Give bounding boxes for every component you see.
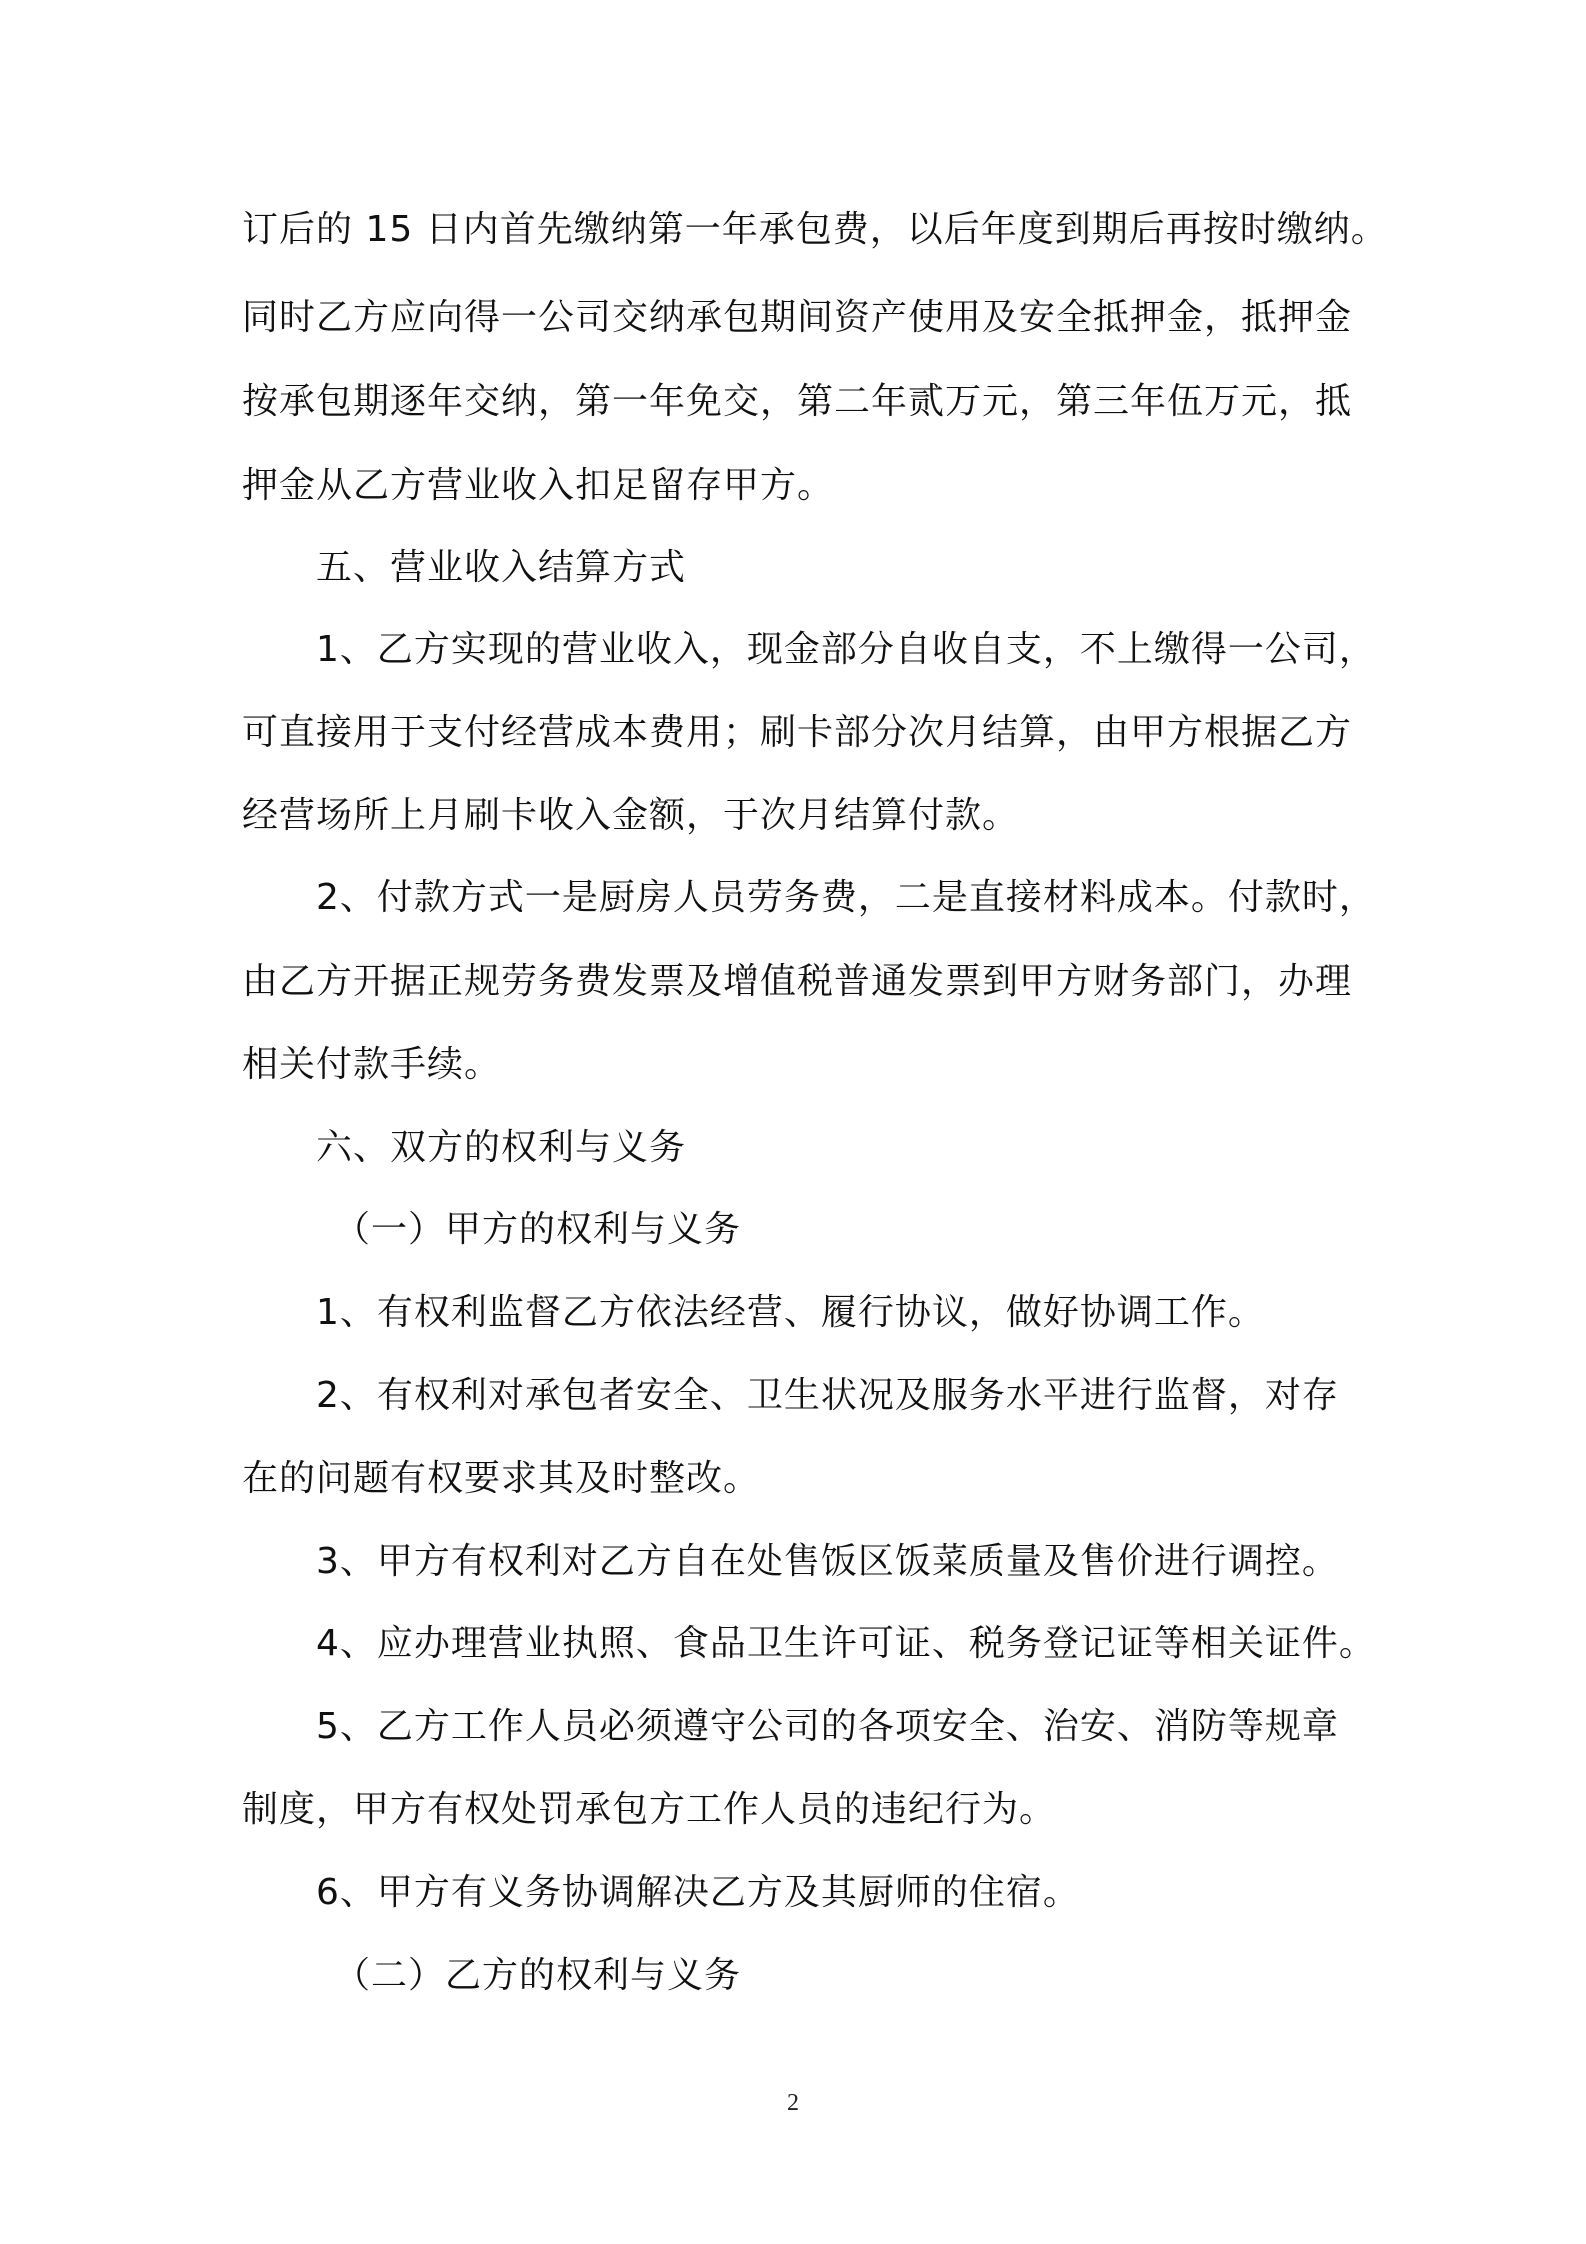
subsection-heading: （二）乙方的权利与义务 <box>334 1955 742 1996</box>
page-number: 2 <box>787 2090 799 2116</box>
text-line: 2、有权利对承包者安全、卫生状况及服务水平进行监督，对存 <box>316 1375 1339 1416</box>
subsection-heading: （一）甲方的权利与义务 <box>334 1209 742 1250</box>
section-heading: 五、营业收入结算方式 <box>316 547 687 588</box>
text-line: 制度，甲方有权处罚承包方工作人员的违纪行为。 <box>242 1789 1057 1830</box>
text-line: 押金从乙方营业收入扣足留存甲方。 <box>242 465 835 506</box>
text-line: 2、付款方式一是厨房人员劳务费，二是直接材料成本。付款时， <box>316 877 1376 918</box>
text-line: 6、甲方有义务协调解决乙方及其厨师的住宿。 <box>316 1872 1080 1913</box>
text-line: 订后的 15 日内首先缴纳第一年承包费，以后年度到期后再按时缴纳。 <box>242 209 1388 250</box>
text-line: 4、应办理营业执照、食品卫生许可证、税务登记证等相关证件。 <box>316 1623 1376 1664</box>
text-line: 相关付款手续。 <box>242 1044 502 1085</box>
text-line: 由乙方开据正规劳务费发票及增值税普通发票到甲方财务部门，办理 <box>242 961 1353 1002</box>
text-line: 经营场所上月刷卡收入金额，于次月结算付款。 <box>242 795 1020 836</box>
text-line: 1、乙方实现的营业收入，现金部分自收自支，不上缴得一公司， <box>316 629 1376 670</box>
section-heading: 六、双方的权利与义务 <box>316 1127 687 1168</box>
text-line: 在的问题有权要求其及时整改。 <box>242 1458 761 1499</box>
text-line: 3、甲方有权利对乙方自在处售饭区饭菜质量及售价进行调控。 <box>316 1541 1339 1582</box>
text-line: 按承包期逐年交纳，第一年免交，第二年贰万元，第三年伍万元，抵 <box>242 381 1353 422</box>
text-line: 5、乙方工作人员必须遵守公司的各项安全、治安、消防等规章 <box>316 1706 1339 1747</box>
text-line: 1、有权利监督乙方依法经营、履行协议，做好协调工作。 <box>316 1292 1265 1333</box>
text-line: 同时乙方应向得一公司交纳承包期间资产使用及安全抵押金，抵押金 <box>242 297 1353 338</box>
text-line: 可直接用于支付经营成本费用；刷卡部分次月结算，由甲方根据乙方 <box>242 712 1353 753</box>
